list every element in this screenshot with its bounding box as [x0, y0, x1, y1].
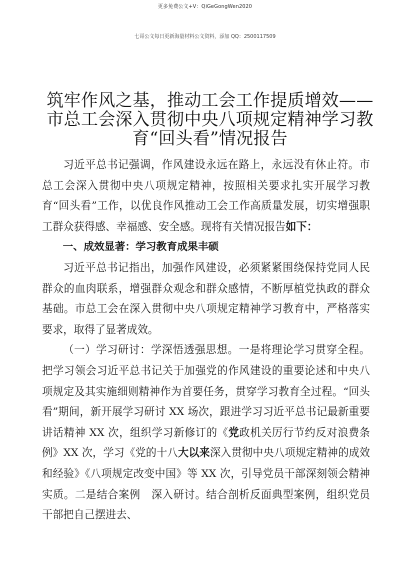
section1-paragraph-2 [42, 340, 370, 525]
paragraph-text: 政机关厉行节约反对浪费条例》XX 次，学习《党的十八 [42, 426, 371, 460]
bold-text: 大以来 [177, 447, 210, 460]
section1-paragraph-1: 习近平总书记指出，加强作风建设，必须紧紧围绕保持党同人民群众的血肉联系，增强群众观念和群众感情，不断厚植党执政的群众基础。市总工会在深入贯彻中央八项规定精神学习教育中，严格落实要求，取得了显著成效。 [42, 261, 370, 336]
paragraph-text: （一）学习研讨：学深悟透强思想。一是将理论学习贯穿全程。把学习领会习近平总书记关于加强党的作风建设的重要论述和中央八项规定及其实施细则精神作为首要任务，贯穿学习教育全过程。“回头看”期间，新开展学习研讨 XX 场次，跟进学习习近平总书记最新重要讲话精神 XX 次，组织学习新修订的《 [42, 344, 370, 439]
section-heading: 一、成效显著：学习教育成果丰硕 [62, 241, 219, 254]
document-title: 筑牢作风之基，推动工会工作提质增效——市总工会深入贯彻中央八项规定精神学习教育“回头看”情况报告 [46, 91, 374, 149]
intro-tail: 如下： [285, 220, 318, 233]
header-update-text: 七哥公文每日更新海量材料公文资料，添加 QQ：2500117509 [134, 34, 276, 40]
intro-text: 习近平总书记强调，作风建设永远在路上，永远没有休止符。市总工会深入贯彻中央八项规定精神，按照相关要求扎实开展学习教育“回头看”工作，以优良作风推动工会工作高质量发展，切实增强职工群众获得感、幸福感、安全感。现将有关情况报告 [42, 159, 370, 233]
paragraph-text: 深入贯彻中央八项规定精神的成效和经验》《八项规定改变中国》等 XX 次，引导党员干部深刻领会精神实质。二是结合案例 深入研讨。结合剖析反面典型案例，组织党员干部把自己摆进去、 [42, 447, 371, 522]
header-promo-text: 更多免费公文+V：QiGeGongWen2020 [157, 4, 253, 10]
bold-text: 党 [228, 426, 240, 439]
document-body [42, 155, 370, 526]
intro-paragraph [42, 155, 370, 237]
